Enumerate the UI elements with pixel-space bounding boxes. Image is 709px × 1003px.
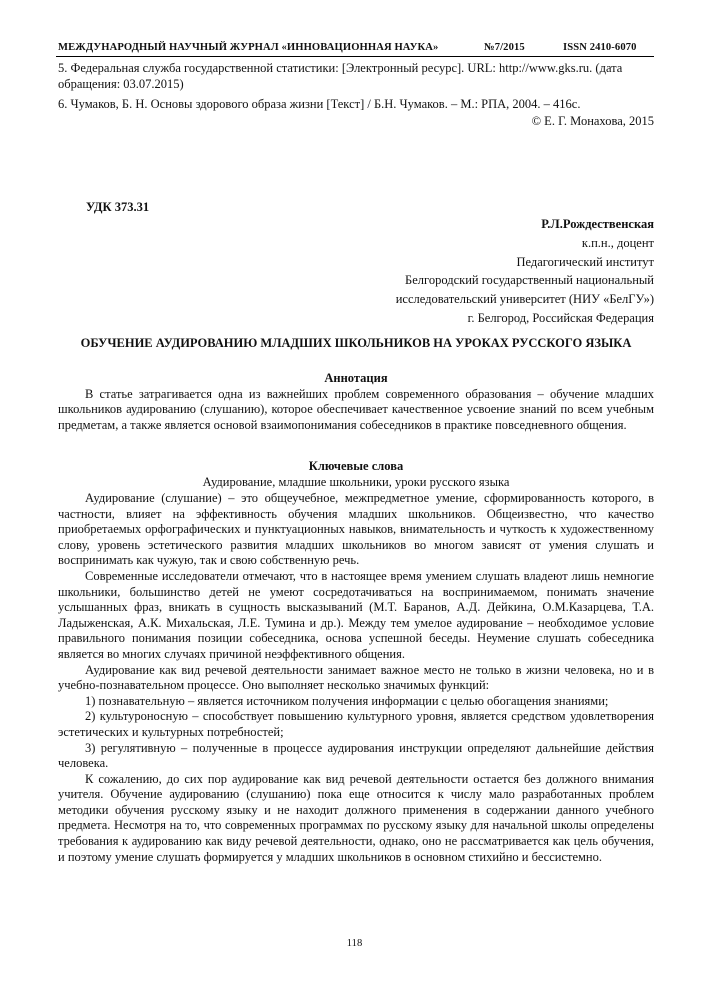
article-title: ОБУЧЕНИЕ АУДИРОВАНИЮ МЛАДШИХ ШКОЛЬНИКОВ НА УРОКАХ РУССКОГО ЯЗЫКА	[80, 336, 632, 350]
abstract-text: В статье затрагивается одна из важнейших проблем современного образования – обучение младших школьников аудированию (слушанию), которое обеспечивает качественное усвоение знаний по всем учебным предметам, а также является основой взаимопонимания собеседников в практике повседневного общения.	[58, 386, 654, 432]
abstract-section	[58, 371, 654, 433]
journal-name: МЕЖДУНАРОДНЫЙ НАУЧНЫЙ ЖУРНАЛ «ИННОВАЦИОННАЯ НАУКА»	[58, 42, 439, 53]
function-item: 2) культуроносную – способствует повышению культурного уровня, является средством удовлетворения эстетических и культурных потребностей;	[58, 709, 654, 739]
header-rule	[56, 56, 654, 57]
author-name: Р.Л.Рождественская	[541, 217, 654, 231]
page-number: 118	[346, 938, 363, 949]
keywords-section	[58, 459, 654, 490]
issn: ISSN 2410-6070	[563, 42, 637, 53]
function-item: 3) регулятивную – полученные в процессе аудирования инструкции определяют дальнейшие действия человека.	[58, 740, 654, 771]
author-university-abbr: исследовательский университет (НИУ «БелГУ»)	[395, 292, 654, 307]
issue-number: №7/2015	[484, 42, 525, 53]
body-paragraph: Аудирование (слушание) – это общеучебное, межпредметное умение, сформированность которого, в частности, влияет на эффективность обучения младших школьников. Общеизвестно, что качество приобретаемых орфографических и пунктуационных навыков, внимательность и чуткость к художественному слову, уровень эстетического развития младших школьников во многом зависят от умения слушать и воспринимать как чужую, так и свою собственную речь.	[58, 491, 654, 568]
reference-list	[58, 61, 654, 129]
reference-item: 6. Чумаков, Б. Н. Основы здорового образа жизни [Текст] / Б.Н. Чумаков. – М.: РПА, 2004. – 416с.	[58, 97, 581, 112]
function-item: 1) познавательную – является источником получения информации с целью обогащения знаниями;	[85, 693, 609, 708]
author-university: Белгородский государственный национальный	[405, 273, 654, 288]
abstract-heading: Аннотация	[324, 371, 388, 385]
keywords-text: Аудирование, младшие школьники, уроки русского языка	[202, 474, 510, 489]
copyright-line: © Е. Г. Монахова, 2015	[531, 113, 654, 128]
udk-code: УДК 373.31	[86, 200, 150, 214]
body-paragraph: Аудирование как вид речевой деятельности занимает важное место не только в жизни человека, но и в учебно-познавательном процессе. Оно выполняет несколько значимых функций:	[58, 662, 654, 693]
reference-item: 5. Федеральная служба государственной статистики: [Электронный ресурс]. URL: http://www.gks.ru. (дата обращения: 03.07.2015)	[58, 61, 623, 91]
author-block	[58, 215, 654, 328]
article-body	[58, 491, 654, 865]
keywords-heading: Ключевые слова	[308, 459, 404, 473]
author-degree: к.п.н., доцент	[581, 235, 654, 250]
author-institute: Педагогический институт	[516, 254, 654, 269]
body-paragraph: К сожалению, до сих пор аудирование как вид речевой деятельности остается без должного внимания учителя. Обучение аудированию (слушанию) пока еще относится к числу мало разработанных проблем методики обучения русскому языку и не находит должного применения в содержании данного учебного предмета. Несмотря на то, что современных программах по русскому языку для начальной школы определены требования к аудированию как виду речевой деятельности, однако, оно не рассматривается как цель обучения, и поэтому умение слушать формируется у младших школьников в основном стихийно и бессистемно.	[58, 771, 654, 864]
body-paragraph: Современные исследователи отмечают, что в настоящее время умением слушать владеют лишь немногие школьники, большинство детей не умеют сосредотачиваться на воспринимаемом, понимать значение услышанных фраз, вникать в сущность высказываний (М.Т. Баранов, А.Д. Дейкина, О.М.Казарцева, Т.А. Ладыженская, А.К. Михальская, Л.Е. Тумина и др.). Между тем умелое аудирование – необходимое условие правильного понимания позиции собеседника, основа успешной беседы. Неумение слушать собеседника является во многих случаях причиной неэффективного общения.	[58, 568, 654, 661]
author-location: г. Белгород, Российская Федерация	[467, 310, 654, 325]
